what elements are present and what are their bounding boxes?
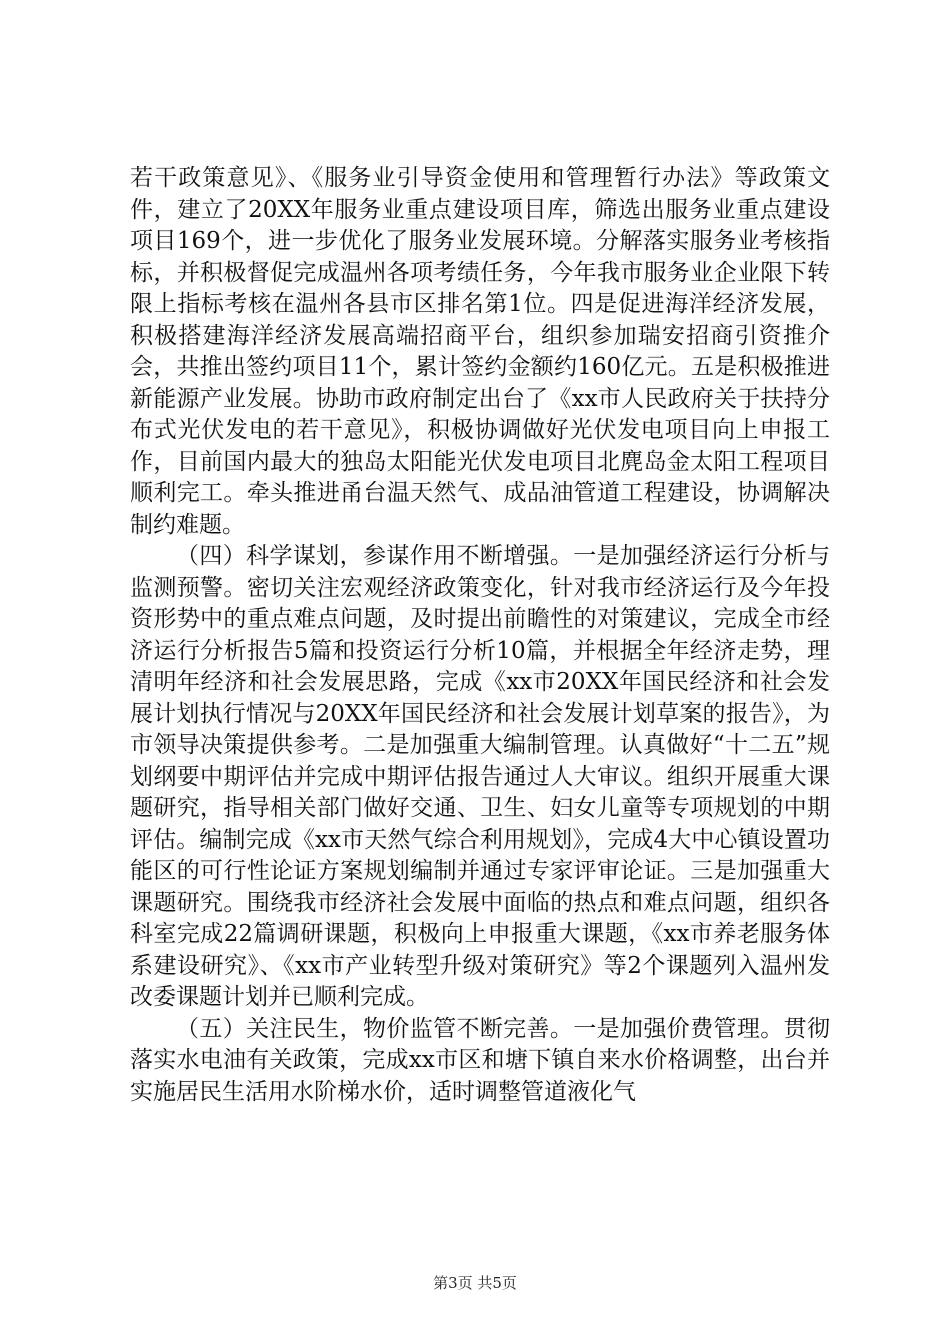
page-footer: 第3页 共5页 bbox=[433, 1274, 517, 1292]
document-body bbox=[130, 163, 830, 1108]
paragraph-3: （五）关注民生，物价监管不断完善。一是加强价费管理。贯彻落实水电油有关政策，完成xx市区和塘下镇自来水价格调整，出台并实施居民生活用水阶梯水价，适时调整管道液化气 bbox=[130, 1015, 830, 1105]
paragraph-2: （四）科学谋划，参谋作用不断增强。一是加强经济运行分析与监测预警。密切关注宏观经济政策变化，针对我市经济运行及今年投资形势中的重点难点问题，及时提出前瞻性的对策建议，完成全市经济运行分析报告5篇和投资运行分析10篇，并根据全年经济走势，理清明年经济和社会发展思路，完成《xx市20XX年国民经济和社会发展计划执行情况与20XX年国民经济和社会发展计划草案的报告》，为市领导决策提供参考。二是加强重大编制管理。认真做好“十二五”规划纲要中期评估并完成中期评估报告通过人大审议。组织开展重大课题研究，指导相关部门做好交通、卫生、妇女儿童等专项规划的中期评估。编制完成《xx市天然气综合利用规划》，完成4大中心镇设置功能区的可行性论证方案规划编制并通过专家评审论证。三是加强重大课题研究。围绕我市经济社会发展中面临的热点和难点问题，组织各科室完成22篇调研课题，积极向上申报重大课题，《xx市养老服务体系建设研究》、《xx市产业转型升级对策研究》等2个课题列入温州发改委课题计划并已顺利完成。 bbox=[130, 543, 830, 1010]
paragraph-1: 若干政策意见》、《服务业引导资金使用和管理暂行办法》等政策文件，建立了20XX年服务业重点建设项目库，筛选出服务业重点建设项目169个，进一步优化了服务业发展环境。分解落实服务业考核指标，并积极督促完成温州各项考绩任务，今年我市服务业企业限下转限上指标考核在温州各县市区排名第1位。四是促进海洋经济发展，积极搭建海洋经济发展高端招商平台，组织参加瑞安招商引资推介会，共推出签约项目11个，累计签约金额约160亿元。五是积极推进新能源产业发展。协助市政府制定出台了《xx市人民政府关于扶持分布式光伏发电的若干意见》，积极协调做好光伏发电项目向上申报工作，目前国内最大的独岛太阳能光伏发电项目北麂岛金太阳工程项目顺利完工。牵头推进甬台温天然气、成品油管道工程建设，协调解决制约难题。 bbox=[130, 165, 830, 538]
